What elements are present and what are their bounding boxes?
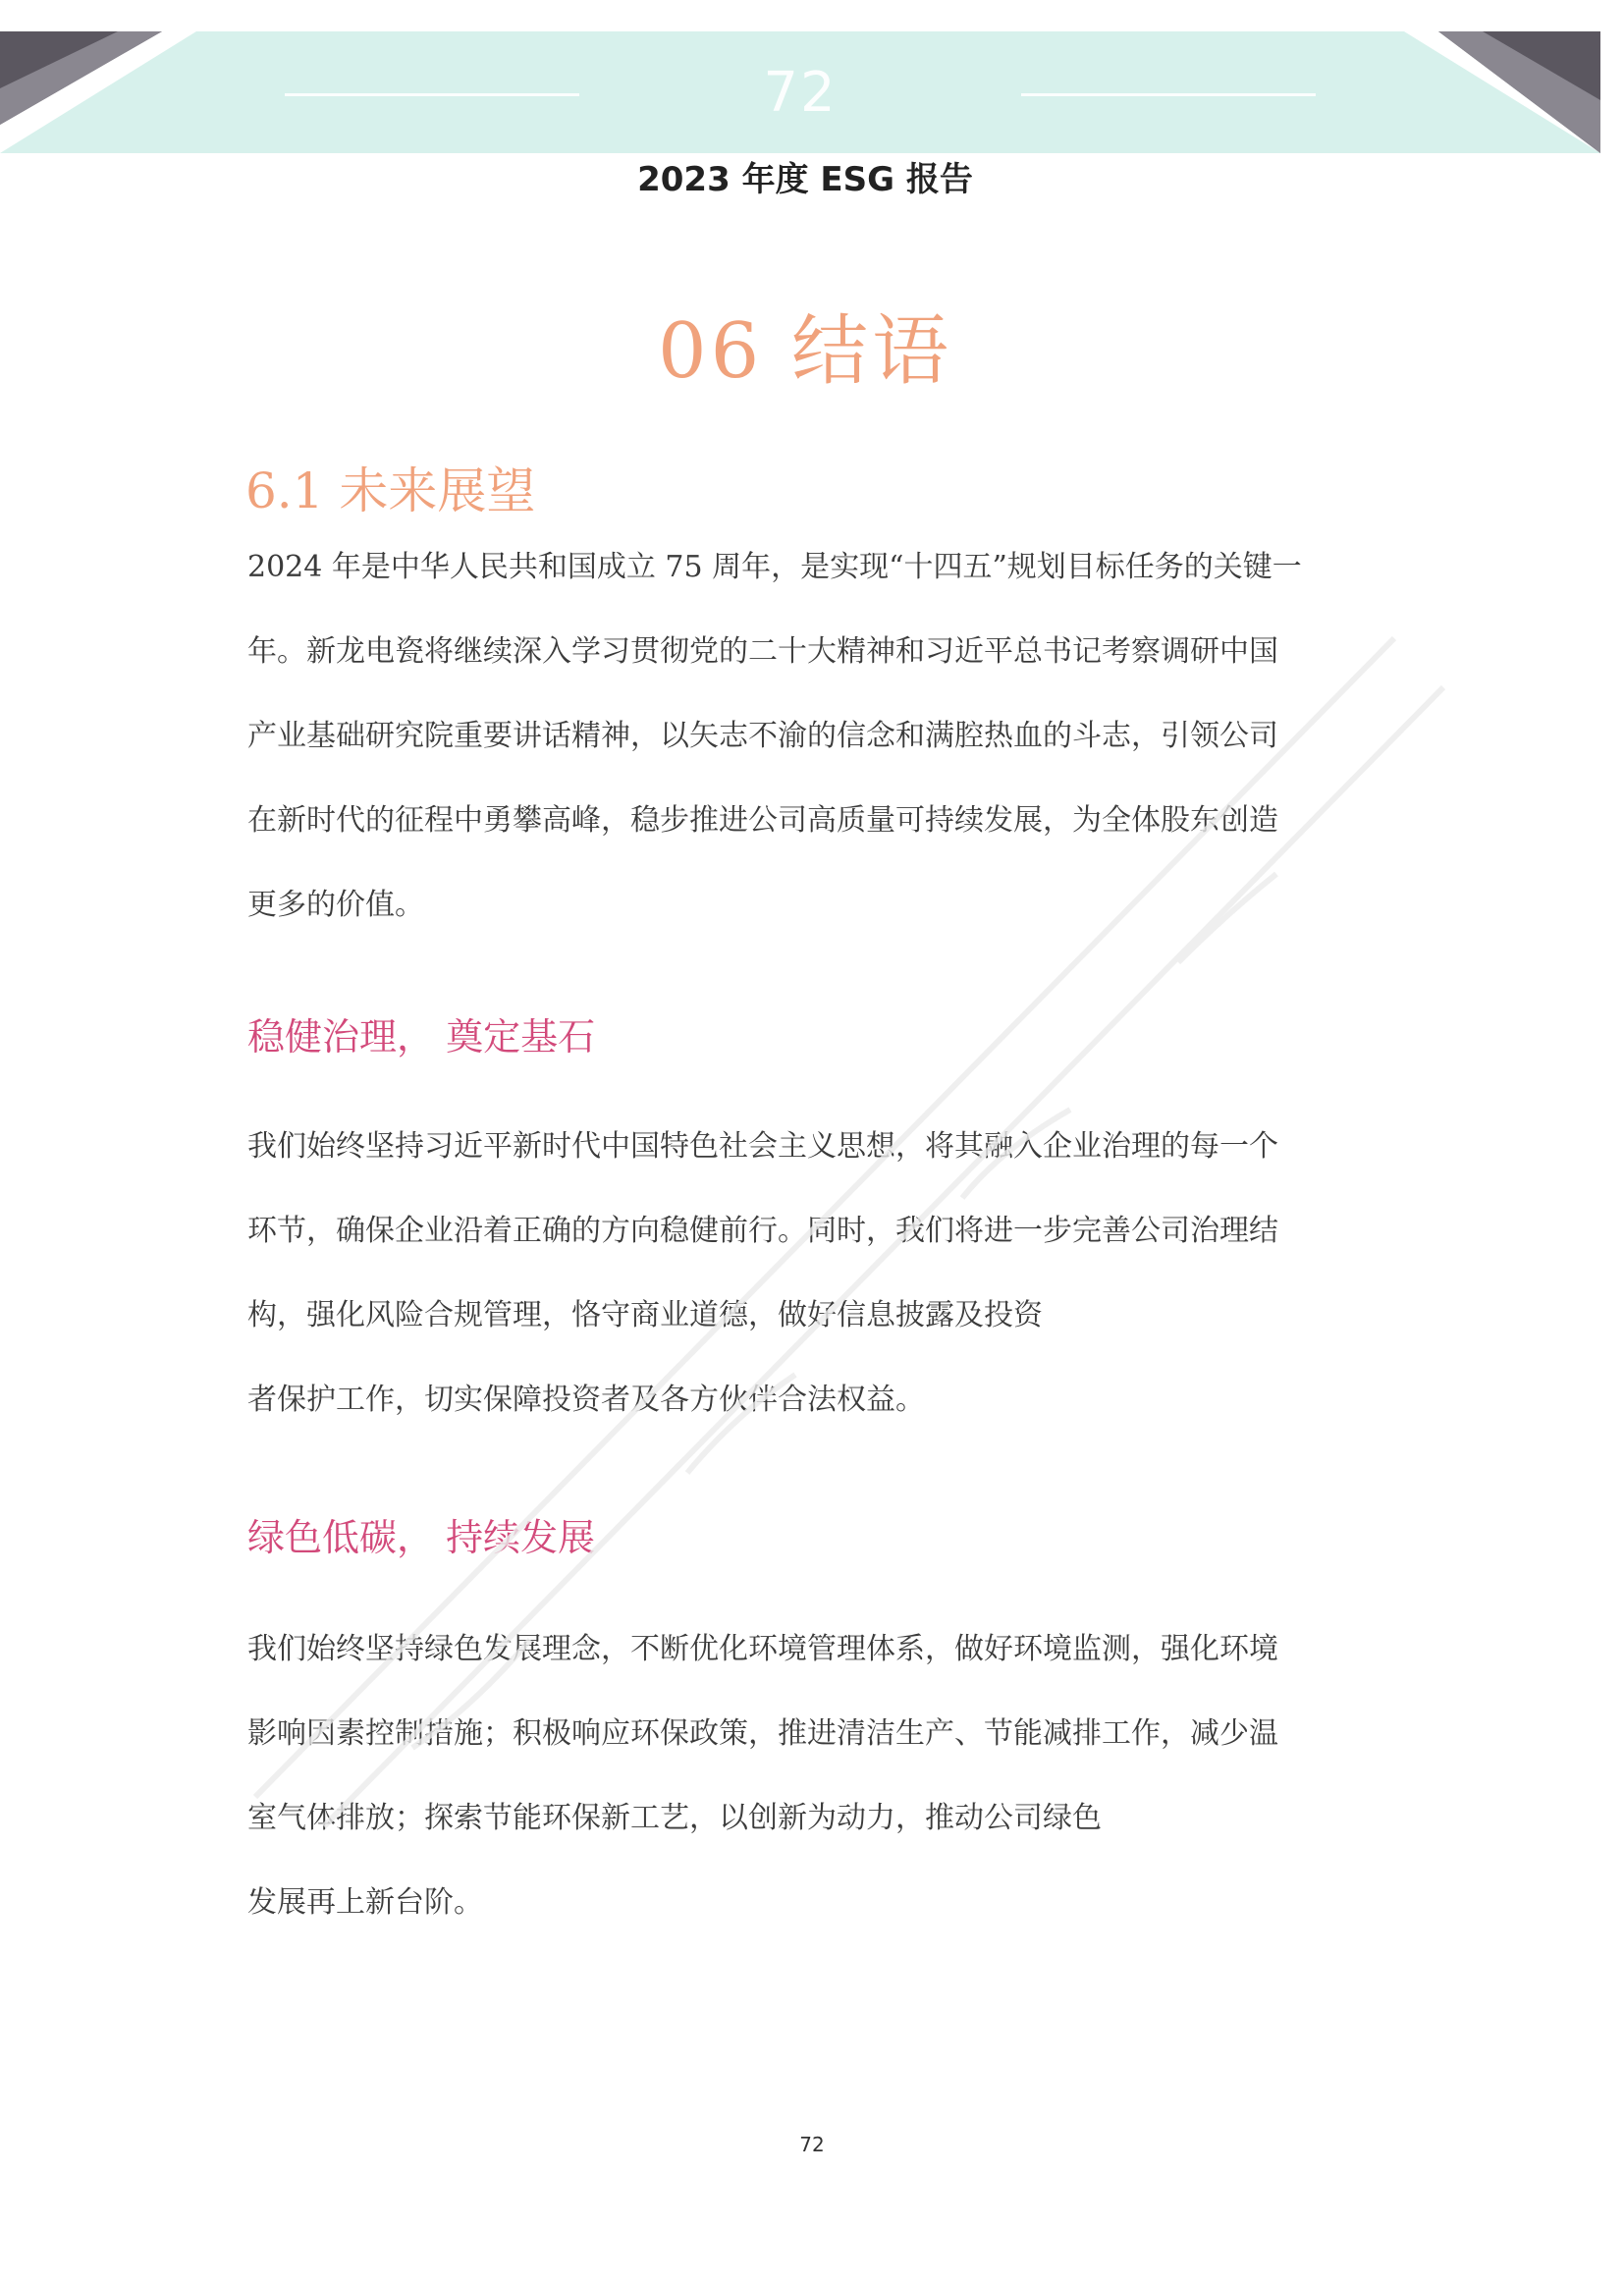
paragraph-line: 我们始终坚持绿色发展理念，不断优化环境管理体系，做好环境监测，强化环境 (247, 1632, 1278, 1666)
paragraph-line: 室气体排放；探索节能环保新工艺，以创新为动力，推动公司绿色 (247, 1801, 1102, 1835)
header-rule-left (285, 93, 579, 96)
governance-paragraph (247, 1105, 1367, 1442)
paragraph-line: 年。新龙电瓷将继续深入学习贯彻党的二十大精神和习近平总书记考察调研中国 (247, 634, 1278, 669)
header-page-number: 72 (763, 61, 838, 125)
subsection-title-governance: 稳健治理， 奠定基石 (247, 1015, 596, 1059)
section-intro-paragraph (247, 525, 1367, 948)
paragraph-line: 在新时代的征程中勇攀高峰，稳步推进公司高质量可持续发展，为全体股东创造 (247, 803, 1278, 838)
paragraph-line: 更多的价值。 (247, 888, 424, 922)
subsection-title-green: 绿色低碳， 持续发展 (247, 1516, 596, 1559)
paragraph-line: 2024 年是中华人民共和国成立 75 周年，是实现“十四五”规划目标任务的关键一 (247, 550, 1302, 584)
report-title: 2023 年度 ESG 报告 (637, 160, 973, 199)
chapter-title: 06 结语 (657, 307, 953, 396)
paragraph-line: 影响因素控制措施；积极响应环保政策，推进清洁生产、节能减排工作，减少温 (247, 1716, 1278, 1751)
paragraph-line: 环节，确保企业沿着正确的方向稳健前行。同时，我们将进一步完善公司治理结 (247, 1214, 1278, 1248)
paragraph-line: 产业基础研究院重要讲话精神，以矢志不渝的信念和满腔热血的斗志，引领公司 (247, 719, 1278, 753)
footer-page-number: 72 (799, 2133, 825, 2156)
section-title: 6.1 未来展望 (245, 462, 536, 519)
green-paragraph (247, 1607, 1367, 1945)
header-corner-decoration-right (1404, 31, 1600, 153)
header-rule-right (1021, 93, 1316, 96)
paragraph-line: 我们始终坚持习近平新时代中国特色社会主义思想，将其融入企业治理的每一个 (247, 1129, 1278, 1164)
paragraph-line: 构，强化风险合规管理，恪守商业道德，做好信息披露及投资 (247, 1298, 1043, 1332)
paragraph-line: 者保护工作，切实保障投资者及各方伙伴合法权益。 (247, 1383, 925, 1417)
paragraph-line: 发展再上新台阶。 (247, 1885, 483, 1920)
header-corner-decoration-left (0, 31, 196, 153)
